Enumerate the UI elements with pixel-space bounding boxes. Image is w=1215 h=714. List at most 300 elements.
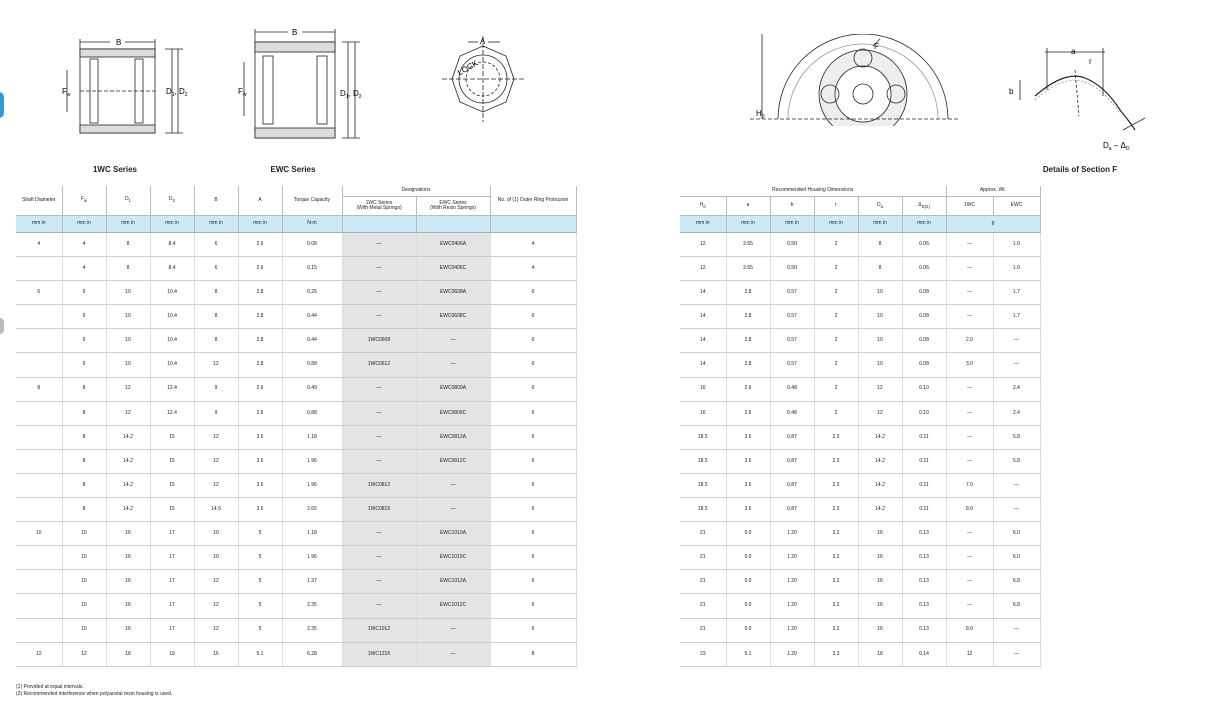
table-cell: 14 bbox=[680, 305, 726, 329]
table-cell: 6 bbox=[490, 570, 576, 594]
table-row bbox=[16, 546, 576, 570]
table-cell: 0.06 bbox=[902, 257, 946, 281]
table-cell: — bbox=[342, 594, 416, 618]
table-cell: 10 bbox=[62, 522, 106, 546]
table-cell: 3.6 bbox=[238, 473, 282, 497]
table-cell: 14 bbox=[680, 353, 726, 377]
table-cell: 5.1 bbox=[238, 642, 282, 666]
table-row bbox=[680, 618, 1040, 642]
header-a bbox=[726, 197, 770, 216]
unit-cell: mm in bbox=[680, 216, 726, 233]
header-subscript: a bbox=[880, 203, 883, 209]
table-cell: — bbox=[342, 281, 416, 305]
header-designations: Designations bbox=[342, 186, 490, 197]
table-cell: 2.8 bbox=[238, 353, 282, 377]
table-cell: 7.0 bbox=[946, 473, 993, 497]
table-cell: 5 bbox=[238, 618, 282, 642]
table-row bbox=[16, 522, 576, 546]
table-cell: 1WC1216 bbox=[342, 642, 416, 666]
table-cell: 6 bbox=[62, 353, 106, 377]
table-cell bbox=[16, 498, 62, 522]
table-cell: 14 bbox=[680, 281, 726, 305]
table-cell: — bbox=[993, 498, 1040, 522]
table-cell: 1.18 bbox=[282, 522, 342, 546]
table-row bbox=[680, 642, 1040, 666]
table-cell: — bbox=[946, 546, 993, 570]
table-cell: 0.57 bbox=[770, 353, 814, 377]
table-cell: 21 bbox=[680, 522, 726, 546]
table-cell: — bbox=[416, 353, 490, 377]
table-cell: 0.13 bbox=[902, 618, 946, 642]
unit-cell: N-m bbox=[282, 216, 342, 233]
table-cell: 0.87 bbox=[770, 425, 814, 449]
table-row bbox=[680, 546, 1040, 570]
header-h0 bbox=[680, 197, 726, 216]
table-cell: 2.8 bbox=[238, 281, 282, 305]
unit-cell: mm in bbox=[770, 216, 814, 233]
table-cell: 17 bbox=[150, 546, 194, 570]
table-row bbox=[680, 233, 1040, 257]
table-row bbox=[680, 377, 1040, 401]
table-cell: 10 bbox=[194, 546, 238, 570]
table-cell: 3.6 bbox=[238, 425, 282, 449]
table-cell: 0.44 bbox=[282, 305, 342, 329]
table-cell: 0.14 bbox=[902, 642, 946, 666]
table-cell: EWC1012A bbox=[416, 570, 490, 594]
unit-cell: mm in bbox=[106, 216, 150, 233]
table-cell: 2.6 bbox=[238, 233, 282, 257]
unit-cell bbox=[342, 216, 416, 233]
table-cell: 5.0 bbox=[726, 594, 770, 618]
caption-ewc: EWC Series bbox=[270, 165, 316, 174]
header-a: A bbox=[238, 186, 282, 216]
table-cell: — bbox=[342, 449, 416, 473]
header-fw: $F_w$ bbox=[62, 186, 106, 216]
table-cell: 6 bbox=[62, 281, 106, 305]
table-cell: — bbox=[946, 257, 993, 281]
table-cell: 15 bbox=[150, 473, 194, 497]
header-shaft-diameter: Shaft Diameter bbox=[16, 186, 62, 216]
table-cell: 10.4 bbox=[150, 353, 194, 377]
table-cell: 0.11 bbox=[902, 473, 946, 497]
table-cell: EWC0608C bbox=[416, 305, 490, 329]
table-cell: 8 bbox=[490, 642, 576, 666]
unit-cell: mm in bbox=[238, 216, 282, 233]
table-cell: 6 bbox=[490, 305, 576, 329]
table-cell: 5 bbox=[238, 570, 282, 594]
table-cell: — bbox=[416, 473, 490, 497]
header-subscript: 0 bbox=[703, 203, 706, 209]
table-cell: 12 bbox=[194, 425, 238, 449]
table-cell: EWC0812A bbox=[416, 425, 490, 449]
table-cell: 6 bbox=[490, 281, 576, 305]
table-row bbox=[680, 473, 1040, 497]
table-cell: 1.0 bbox=[993, 257, 1040, 281]
table-cell: 6 bbox=[490, 546, 576, 570]
table-cell: 2 bbox=[814, 233, 858, 257]
header-delta-d bbox=[902, 197, 946, 216]
table-cell: 9 bbox=[194, 377, 238, 401]
table-cell: 0.57 bbox=[770, 305, 814, 329]
table-cell: 12 bbox=[106, 401, 150, 425]
table-cell: 1WC1012 bbox=[342, 618, 416, 642]
table-cell: 12 bbox=[194, 449, 238, 473]
table-cell: 6 bbox=[490, 449, 576, 473]
table-cell: 12 bbox=[16, 642, 62, 666]
table-row bbox=[680, 570, 1040, 594]
table-cell: 0.13 bbox=[902, 546, 946, 570]
table-cell: 19 bbox=[150, 642, 194, 666]
table-cell: 10 bbox=[62, 618, 106, 642]
table-cell: 18 bbox=[106, 642, 150, 666]
label-da-delta: $D_a - \Delta_D$ bbox=[1103, 141, 1130, 152]
table-cell: 5.8 bbox=[993, 449, 1040, 473]
table-cell: — bbox=[946, 522, 993, 546]
table-cell: 6 bbox=[490, 329, 576, 353]
table-cell: 1.20 bbox=[770, 618, 814, 642]
table-cell: — bbox=[416, 498, 490, 522]
unit-cell: mm in bbox=[150, 216, 194, 233]
table-cell: EWC0608A bbox=[416, 281, 490, 305]
table-cell bbox=[16, 353, 62, 377]
table-cell: 0.13 bbox=[902, 570, 946, 594]
table-cell: 5 bbox=[238, 594, 282, 618]
table-cell: 2 bbox=[814, 377, 858, 401]
table-cell: 12 bbox=[194, 570, 238, 594]
table-cell: — bbox=[993, 329, 1040, 353]
table-cell: 1WC0815 bbox=[342, 498, 416, 522]
label-r-detail: r bbox=[1089, 57, 1092, 66]
table-cell bbox=[16, 570, 62, 594]
table-cell: 6 bbox=[490, 594, 576, 618]
table-cell: 5.0 bbox=[726, 618, 770, 642]
header-1wc-series: 1WC Series (With Metal Springs) bbox=[342, 197, 416, 216]
unit-cell: mm in bbox=[16, 216, 62, 233]
table-cell bbox=[16, 425, 62, 449]
table-cell: 12 bbox=[194, 353, 238, 377]
table-cell: 5.0 bbox=[726, 546, 770, 570]
table-cell: 2.35 bbox=[282, 618, 342, 642]
table-cell: 0.08 bbox=[282, 233, 342, 257]
table-cell: 0.88 bbox=[282, 353, 342, 377]
table-cell: 8 bbox=[106, 257, 150, 281]
table-cell: 2.8 bbox=[238, 305, 282, 329]
table-cell: 2.6 bbox=[238, 401, 282, 425]
table-cell: 10 bbox=[858, 305, 902, 329]
table-cell: 21 bbox=[680, 546, 726, 570]
table-cell: 16 bbox=[858, 618, 902, 642]
table-cell: 8.0 bbox=[946, 498, 993, 522]
table-cell: 8 bbox=[858, 257, 902, 281]
table-cell: — bbox=[946, 401, 993, 425]
footnotes bbox=[16, 684, 416, 698]
table-cell: 17 bbox=[150, 522, 194, 546]
label-f: F bbox=[874, 42, 879, 51]
table-cell: 16 bbox=[106, 618, 150, 642]
table-cell: 4 bbox=[62, 257, 106, 281]
table-cell: 0.06 bbox=[902, 233, 946, 257]
table-cell: 10.4 bbox=[150, 329, 194, 353]
header-b bbox=[770, 197, 814, 216]
table-cell: 8 bbox=[62, 377, 106, 401]
table-cell: 8.4 bbox=[150, 233, 194, 257]
table-cell: 18.5 bbox=[680, 449, 726, 473]
table-cell: 6.8 bbox=[993, 570, 1040, 594]
table-cell: EWC1010C bbox=[416, 546, 490, 570]
table-row bbox=[680, 522, 1040, 546]
table-cell: 0.08 bbox=[902, 329, 946, 353]
table-cell: EWC1012C bbox=[416, 594, 490, 618]
table-cell: EWC0812C bbox=[416, 449, 490, 473]
table-cell: 5.0 bbox=[726, 570, 770, 594]
table-cell bbox=[16, 329, 62, 353]
table-cell: — bbox=[342, 377, 416, 401]
table-cell: 1.20 bbox=[770, 570, 814, 594]
table-cell: — bbox=[946, 425, 993, 449]
table-row bbox=[16, 353, 576, 377]
table-cell: 0.49 bbox=[282, 377, 342, 401]
table-cell bbox=[16, 618, 62, 642]
table-cell: 3.2 bbox=[814, 594, 858, 618]
table-cell: 2.8 bbox=[726, 281, 770, 305]
header-d2: $D_2$ bbox=[150, 186, 194, 216]
table-cell: 14.2 bbox=[106, 498, 150, 522]
table-cell: 0.11 bbox=[902, 449, 946, 473]
table-cell: 17 bbox=[150, 618, 194, 642]
table-cell: — bbox=[993, 473, 1040, 497]
table-cell: 6 bbox=[490, 473, 576, 497]
table-cell: 12.4 bbox=[150, 377, 194, 401]
left-spec-table bbox=[16, 186, 577, 667]
label-b-ewc: B bbox=[292, 28, 298, 37]
table-cell: 0.11 bbox=[902, 425, 946, 449]
header-torque: Torque Capacity bbox=[282, 186, 342, 216]
table-cell: 6 bbox=[62, 305, 106, 329]
table-cell: — bbox=[342, 522, 416, 546]
table-cell: 1.20 bbox=[770, 594, 814, 618]
right-housing-table bbox=[680, 186, 1041, 667]
table-row bbox=[680, 281, 1040, 305]
header-label: H bbox=[699, 201, 704, 208]
table-cell: 2 bbox=[814, 353, 858, 377]
table-cell: — bbox=[946, 281, 993, 305]
table-cell: 5 bbox=[238, 546, 282, 570]
table-cell: 2.6 bbox=[238, 377, 282, 401]
table-cell: 10 bbox=[106, 329, 150, 353]
table-cell: 6.0 bbox=[993, 522, 1040, 546]
header-label: 1WC bbox=[963, 202, 976, 209]
table-cell: — bbox=[416, 642, 490, 666]
table-cell: 8 bbox=[62, 473, 106, 497]
table-cell: 6 bbox=[16, 281, 62, 305]
unit-cell: g bbox=[946, 216, 1040, 233]
table-cell bbox=[16, 401, 62, 425]
table-cell: 3.2 bbox=[814, 546, 858, 570]
table-cell: 0.08 bbox=[902, 305, 946, 329]
table-cell: 16 bbox=[858, 594, 902, 618]
table-cell: 16 bbox=[194, 642, 238, 666]
table-cell: — bbox=[342, 305, 416, 329]
table-cell: 3.6 bbox=[238, 449, 282, 473]
table-cell: 0.11 bbox=[902, 498, 946, 522]
table-cell: 3.6 bbox=[726, 473, 770, 497]
table-cell: 10 bbox=[858, 281, 902, 305]
header-label: EWC bbox=[1010, 202, 1023, 209]
unit-cell bbox=[416, 216, 490, 233]
table-cell: 23 bbox=[680, 642, 726, 666]
unit-cell bbox=[490, 216, 576, 233]
table-cell: 8 bbox=[106, 233, 150, 257]
table-cell: 6 bbox=[490, 377, 576, 401]
table-cell: 1WC0608 bbox=[342, 329, 416, 353]
table-cell: 17 bbox=[150, 570, 194, 594]
table-cell: 2.3 bbox=[814, 425, 858, 449]
table-cell: 2 bbox=[814, 305, 858, 329]
table-row bbox=[16, 257, 576, 281]
table-cell: 8 bbox=[858, 233, 902, 257]
table-cell: 3.3 bbox=[814, 642, 858, 666]
unit-cell: mm in bbox=[858, 216, 902, 233]
table-cell: 5.1 bbox=[726, 642, 770, 666]
table-row bbox=[680, 401, 1040, 425]
table-cell: EWC0406C bbox=[416, 257, 490, 281]
table-cell: 0.10 bbox=[902, 377, 946, 401]
table-cell: 8.0 bbox=[946, 618, 993, 642]
table-cell: 10 bbox=[194, 522, 238, 546]
table-cell: 10.4 bbox=[150, 305, 194, 329]
table-cell: 8 bbox=[62, 498, 106, 522]
table-cell: 12 bbox=[680, 233, 726, 257]
table-cell: 1.18 bbox=[282, 425, 342, 449]
table-cell: 2.65 bbox=[282, 498, 342, 522]
unit-cell: mm in bbox=[726, 216, 770, 233]
table-cell bbox=[16, 449, 62, 473]
table-cell: 1.7 bbox=[993, 305, 1040, 329]
table-cell: — bbox=[342, 257, 416, 281]
table-cell: — bbox=[342, 401, 416, 425]
table-cell: — bbox=[993, 642, 1040, 666]
table-row bbox=[680, 257, 1040, 281]
table-cell: 14.2 bbox=[858, 498, 902, 522]
table-cell: 12 bbox=[858, 401, 902, 425]
table-cell: 5.0 bbox=[726, 522, 770, 546]
table-cell: — bbox=[416, 618, 490, 642]
table-cell: 0.10 bbox=[902, 401, 946, 425]
table-cell: 0.87 bbox=[770, 498, 814, 522]
header-r bbox=[814, 197, 858, 216]
table-cell: 1.7 bbox=[993, 281, 1040, 305]
table-cell: 6.28 bbox=[282, 642, 342, 666]
table-cell: 5 bbox=[238, 522, 282, 546]
footnote-1: (1) Provided at equal intervals. bbox=[16, 684, 84, 690]
table-cell: 5.8 bbox=[993, 425, 1040, 449]
table-cell: 1.20 bbox=[770, 546, 814, 570]
label-h0: $H_0$ bbox=[756, 109, 765, 120]
table-cell: EWC0809C bbox=[416, 401, 490, 425]
table-cell: 10 bbox=[62, 570, 106, 594]
table-cell: 17 bbox=[150, 594, 194, 618]
label-d1d2-ewc: $D_1$, $D_2$ bbox=[340, 89, 362, 100]
table-cell: 14.2 bbox=[858, 449, 902, 473]
table-cell: 1.0 bbox=[993, 233, 1040, 257]
unit-cell: mm in bbox=[62, 216, 106, 233]
table-cell: 2.65 bbox=[726, 257, 770, 281]
header-housing-dimensions: Recommended Housing Dimensions bbox=[680, 186, 946, 197]
table-cell: 2 bbox=[814, 329, 858, 353]
table-cell: 9 bbox=[194, 401, 238, 425]
table-cell: 15 bbox=[150, 498, 194, 522]
table-cell: 0.87 bbox=[770, 473, 814, 497]
table-cell: 12 bbox=[946, 642, 993, 666]
table-cell: EWC0809A bbox=[416, 377, 490, 401]
table-row bbox=[680, 353, 1040, 377]
table-cell: 2.6 bbox=[726, 401, 770, 425]
table-cell: 12 bbox=[680, 257, 726, 281]
table-cell: 6 bbox=[490, 522, 576, 546]
table-cell: 8 bbox=[194, 329, 238, 353]
diagram-lock-end-view bbox=[438, 34, 528, 124]
table-cell: 2 bbox=[814, 257, 858, 281]
table-row bbox=[680, 498, 1040, 522]
table-cell: 2.3 bbox=[814, 473, 858, 497]
table-cell: 2.8 bbox=[726, 305, 770, 329]
table-cell: 0.48 bbox=[770, 377, 814, 401]
table-cell: 12 bbox=[194, 594, 238, 618]
table-cell: 0.48 bbox=[770, 401, 814, 425]
table-cell: 0.25 bbox=[282, 281, 342, 305]
table-cell: 4 bbox=[490, 233, 576, 257]
table-cell: 16 bbox=[106, 594, 150, 618]
table-cell: — bbox=[946, 305, 993, 329]
table-cell: 18.5 bbox=[680, 498, 726, 522]
table-row bbox=[680, 449, 1040, 473]
table-cell: — bbox=[993, 353, 1040, 377]
table-row bbox=[16, 305, 576, 329]
table-cell: 14.2 bbox=[106, 425, 150, 449]
table-cell: — bbox=[946, 233, 993, 257]
table-row bbox=[680, 425, 1040, 449]
table-cell: 2.6 bbox=[238, 257, 282, 281]
table-cell: 10.4 bbox=[150, 281, 194, 305]
table-cell: 12 bbox=[194, 618, 238, 642]
table-cell: 0.57 bbox=[770, 281, 814, 305]
table-cell: — bbox=[342, 233, 416, 257]
table-cell bbox=[16, 257, 62, 281]
table-cell: 10 bbox=[16, 522, 62, 546]
table-cell: 3.2 bbox=[814, 570, 858, 594]
table-cell: 10 bbox=[62, 594, 106, 618]
table-cell: 6 bbox=[62, 329, 106, 353]
table-cell: 18.5 bbox=[680, 473, 726, 497]
table-row bbox=[16, 618, 576, 642]
table-cell: 1.20 bbox=[770, 522, 814, 546]
table-cell: 1.96 bbox=[282, 546, 342, 570]
table-cell: 6 bbox=[490, 618, 576, 642]
table-cell: 6 bbox=[194, 257, 238, 281]
label-b-1wc: B bbox=[116, 38, 122, 47]
table-cell: 14 bbox=[680, 329, 726, 353]
diagram-section-f bbox=[1005, 40, 1165, 152]
header-label: Δ bbox=[918, 201, 922, 208]
unit-cell: mm in bbox=[902, 216, 946, 233]
label-fw-ewc: $F_w$ bbox=[238, 87, 247, 98]
table-row bbox=[16, 498, 576, 522]
table-cell: 8 bbox=[194, 305, 238, 329]
table-cell: 6 bbox=[194, 233, 238, 257]
table-cell: 2 bbox=[814, 281, 858, 305]
table-cell: 0.57 bbox=[770, 329, 814, 353]
table-cell: 3.2 bbox=[814, 522, 858, 546]
